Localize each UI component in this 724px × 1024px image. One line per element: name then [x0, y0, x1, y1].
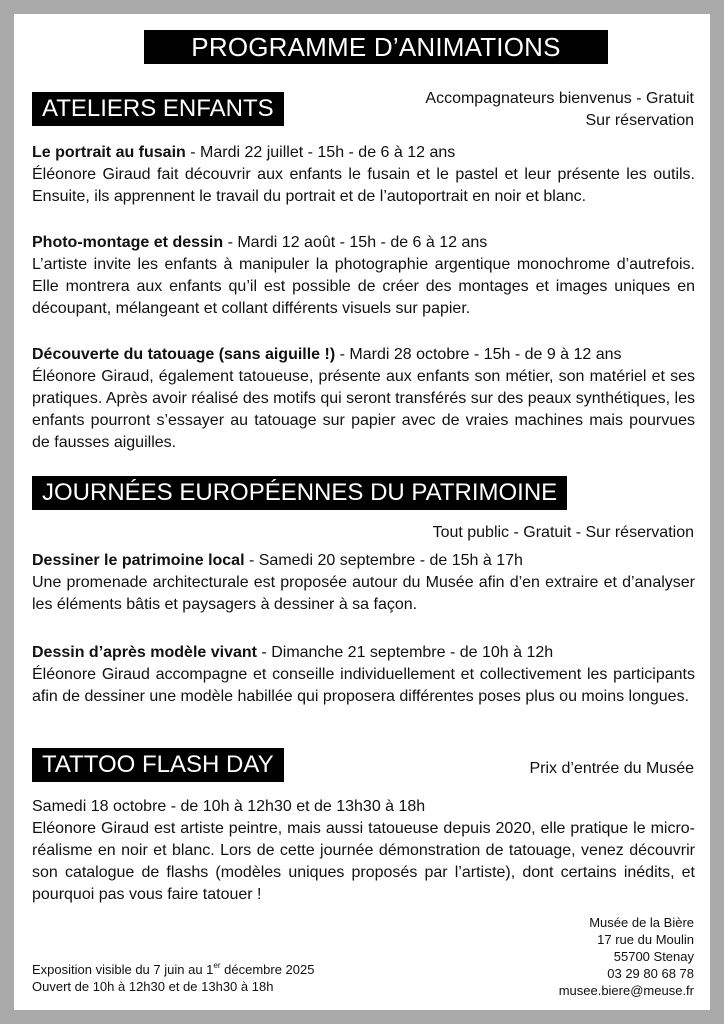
tattoo-date: Samedi 18 octobre - de 10h à 12h30 et de 13h30 à 18h: [32, 798, 426, 815]
workshop-meta: - Mardi 28 octobre - 15h - de 9 à 12 ans: [335, 346, 622, 363]
patrimoine-note: Tout public - Gratuit - Sur réservation: [432, 524, 694, 541]
museum-city: 55700 Stenay: [613, 949, 694, 964]
section-heading-tattoo: TATTOO FLASH DAY: [32, 748, 284, 782]
workshop-meta: - Mardi 12 août - 15h - de 6 à 12 ans: [223, 234, 488, 251]
workshop-name: Découverte du tatouage (sans aiguille !): [32, 346, 336, 363]
ateliers-note-line1: Accompagnateurs bienvenus - Gratuit: [425, 90, 694, 107]
museum-phone: 03 29 80 68 78: [607, 966, 694, 981]
tattoo-item: [32, 796, 695, 906]
section-heading-ateliers: ATELIERS ENFANTS: [32, 92, 284, 126]
exhibition-info: [32, 961, 314, 995]
workshop-description: L’artiste invite les enfants à manipuler la photographie argentique monochrome d’autrefois. Elle montrera aux enfants qu’il est possible de créer des montages et images uniques en découpant, mélangeant et collant différents visuels sur papier.: [32, 256, 695, 317]
heritage-meta: - Samedi 20 septembre - de 15h à 17h: [244, 552, 523, 569]
opening-hours: Ouvert de 10h à 12h30 et de 13h30 à 18h: [32, 979, 274, 994]
tattoo-note: Prix d’entrée du Musée: [529, 760, 694, 777]
workshop-name: Photo-montage et dessin: [32, 234, 224, 251]
workshop-name: Le portrait au fusain: [32, 144, 186, 161]
tattoo-description: Eléonore Giraud est artiste peintre, mais aussi tatoueuse depuis 2020, elle pratique le micro-réalisme en noir et blanc. Lors de cette journée démonstration de tatouage, venez découvrir son catalogue de flashs (modèles uniques proposés par l’artiste), dont certains inédits, et pourquoi pas vous faire tatouer !: [32, 820, 695, 903]
workshop-meta: - Mardi 22 juillet - 15h - de 6 à 12 ans: [185, 144, 456, 161]
heritage-name: Dessiner le patrimoine local: [32, 552, 245, 569]
museum-name: Musée de la Bière: [589, 915, 694, 930]
exhibition-dates: Exposition visible du 7 juin au 1er décembre 2025: [32, 961, 315, 977]
heritage-description: Éléonore Giraud accompagne et conseille individuellement et collectivement les participants afin de dessiner une modèle habillée qui proposera différentes poses plus ou moins longues.: [32, 666, 695, 705]
ateliers-note: [425, 88, 694, 132]
page-title: PROGRAMME D’ANIMATIONS: [144, 30, 608, 64]
workshop-item: [32, 232, 695, 320]
workshop-description: Éléonore Giraud fait découvrir aux enfants le fusain et le pastel et leur présente les outils. Ensuite, ils apprennent le travail du portrait et de l’autoportrait en noir et blanc.: [32, 166, 695, 205]
heritage-description: Une promenade architecturale est proposée autour du Musée afin d’en extraire et d’analyser les éléments bâtis et paysagers à dessiner à sa façon.: [32, 574, 695, 613]
heritage-name: Dessin d’après modèle vivant: [32, 644, 257, 661]
museum-street: 17 rue du Moulin: [597, 932, 694, 947]
museum-email[interactable]: musee.biere@meuse.fr: [558, 983, 694, 998]
heritage-meta: - Dimanche 21 septembre - de 10h à 12h: [256, 644, 554, 661]
workshop-item: [32, 142, 695, 208]
heritage-item: [32, 642, 695, 708]
museum-address: [559, 914, 694, 999]
poster-sheet: [14, 14, 710, 1010]
ateliers-note-line2: Sur réservation: [585, 112, 694, 129]
heritage-item: [32, 550, 695, 616]
workshop-item: [32, 344, 695, 454]
workshop-description: Éléonore Giraud, également tatoueuse, présente aux enfants son métier, son matériel et ses pratiques. Après avoir réalisé des motifs qui seront transférés sur des peaux synthétiques, les enfants pourront s’essayer au tatouage sur papier avec de vraies machines mais pourvues de fausses aiguilles.: [32, 368, 695, 451]
section-heading-patrimoine: JOURNÉES EUROPÉENNES DU PATRIMOINE: [32, 476, 567, 510]
